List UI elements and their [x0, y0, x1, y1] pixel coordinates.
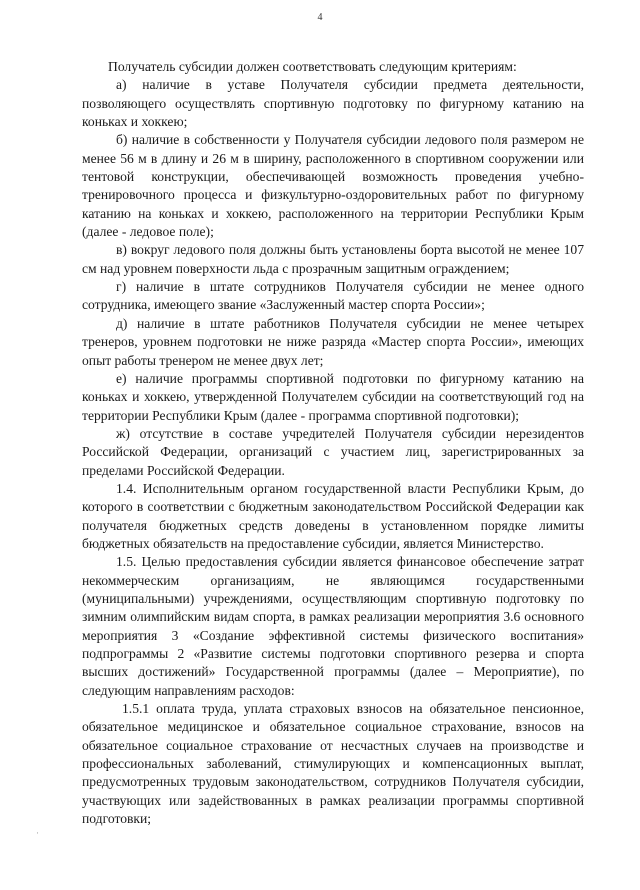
criterion-zh: ж) отсутствие в составе учредителей Получателя субсидии нерезидентов Российской Федерации, организаций с участием лиц, зарегистрированных за пределами Российской Федерации.: [82, 425, 584, 478]
section-1-4: 1.4. Исполнительным органом государственной власти Республики Крым, до которого в соответствии с бюджетным законодательством Российской Федерации как получателя бюджетных средств доведены в установленном порядке лимиты бюджетных обязательств на предоставление субсидии, является Министерство.: [82, 480, 584, 551]
page-number: 4: [317, 12, 323, 23]
section-1-5-1: 1.5.1 оплата труда, уплата страховых взносов на обязательное пенсионное, обязательное медицинское и обязательное социальное страхование, взносов на обязательное социальное страхование от несчастных случаев на производстве и профессиональных заболеваний, стимулирующих и компенсационных выплат, предусмотренных трудовым законодательством, сотрудников Получателя субсидии, участвующих или задействованных в рамках реализации программы спортивной подготовки;: [82, 701, 584, 827]
document-body: [82, 58, 584, 828]
criterion-d: д) наличие в штате работников Получателя субсидии не менее четырех тренеров, уровнем подготовки не ниже разряда «Мастер спорта России», имеющих опыт работы тренером не менее двух лет;: [82, 315, 584, 368]
scan-mark: ·: [36, 828, 39, 838]
criterion-e: е) наличие программы спортивной подготовки по фигурному катанию на коньках и хоккею, утвержденной Получателем субсидии на соответствующий год на территории Республики Крым (далее - программа спортивной подготовки);: [82, 370, 584, 423]
criterion-v: в) вокруг ледового поля должны быть установлены борта высотой не менее 107 см над уровнем поверхности льда с прозрачным защитным ограждением;: [82, 242, 584, 276]
criterion-b: б) наличие в собственности у Получателя субсидии ледового поля размером не менее 56 м в длину и 26 м в ширину, расположенного в спортивном сооружении или тентовой конструкции, обеспечивающей возможность проведения учебно-тренировочного процесса и физкультурно-оздоровительных работ по фигурному катанию на коньках и хоккею, расположенного на территории Республики Крым (далее - ледовое поле);: [82, 132, 584, 240]
criterion-g: г) наличие в штате сотрудников Получателя субсидии не менее одного сотрудника, имеющего звание «Заслуженный мастер спорта России»;: [82, 279, 584, 313]
section-1-5: 1.5. Целью предоставления субсидии является финансовое обеспечение затрат некоммерческим организациям, не являющимся государственными (муниципальными) учреждениями, осуществляющим спортивную подготовку по зимним олимпийским видам спорта, в рамках реализации мероприятия 3.6 основного мероприятия 3 «Создание эффективной системы физического воспитания» подпрограммы 2 «Развитие системы подготовки спортивного резерва и спорта высших достижений» Государственной программы (далее – Мероприятие), по следующим направлениям расходов:: [82, 554, 584, 698]
criteria-intro: Получатель субсидии должен соответствовать следующим критериям:: [108, 59, 517, 74]
criterion-a: а) наличие в уставе Получателя субсидии предмета деятельности, позволяющего осуществлять спортивную подготовку по фигурному катанию на коньках и хоккею;: [82, 77, 584, 130]
